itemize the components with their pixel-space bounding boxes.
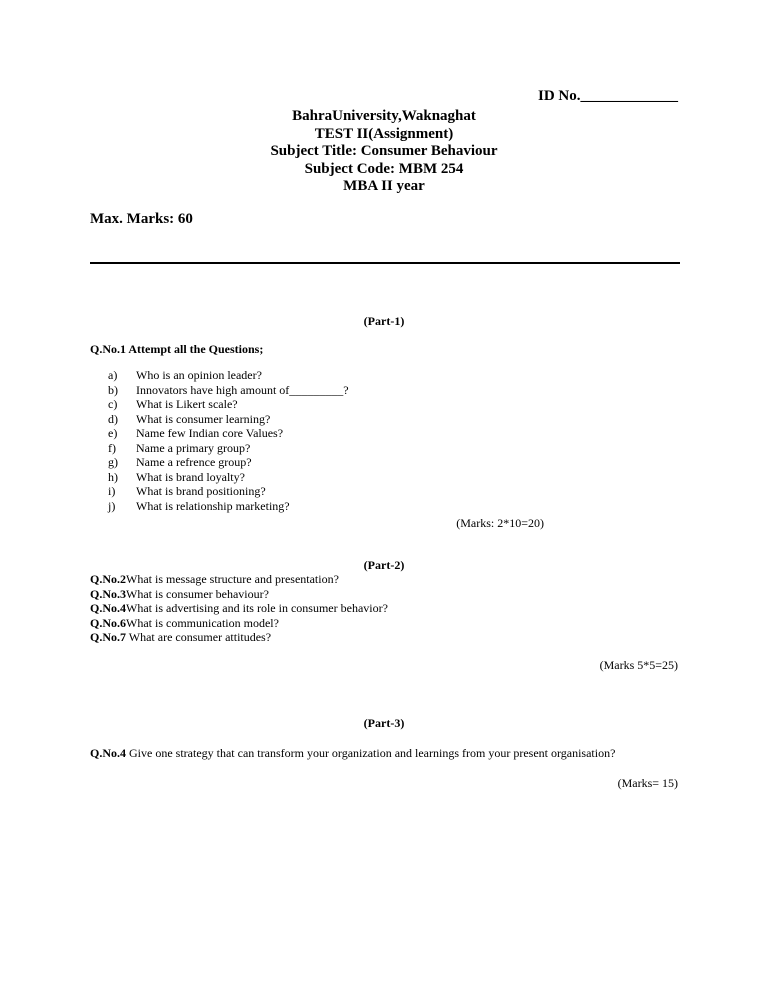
list-item bbox=[108, 397, 349, 412]
item-letter: b) bbox=[108, 382, 118, 397]
program-year: MBA II year bbox=[343, 178, 425, 194]
list-item bbox=[90, 601, 388, 616]
question-text: What are consumer attitudes? bbox=[126, 630, 272, 644]
question-label: Q.No.7 bbox=[90, 630, 126, 644]
item-text: Name a refrence group? bbox=[136, 455, 252, 469]
list-item bbox=[108, 368, 349, 383]
list-item bbox=[108, 426, 349, 441]
question-label: Q.No.3 bbox=[90, 586, 126, 601]
item-letter: f) bbox=[108, 440, 116, 455]
question-text: What is communication model? bbox=[126, 615, 279, 630]
question-text: What is message structure and presentation? bbox=[126, 572, 339, 586]
question-label: Q.No.4 bbox=[90, 746, 126, 760]
part1-question-list bbox=[108, 368, 349, 513]
list-item bbox=[108, 412, 349, 427]
part1-instruction: Q.No.1 Attempt all the Questions; bbox=[90, 342, 264, 356]
item-letter: e) bbox=[108, 426, 118, 440]
list-item bbox=[108, 383, 349, 398]
question-text: Give one strategy that can transform your organization and learnings from your present organisation? bbox=[126, 746, 616, 760]
item-text: Who is an opinion leader? bbox=[136, 368, 262, 382]
list-item bbox=[108, 484, 349, 499]
item-text: What is consumer learning? bbox=[136, 411, 271, 426]
question-text: What is consumer behaviour? bbox=[126, 586, 269, 601]
list-item bbox=[90, 616, 388, 631]
list-item bbox=[108, 441, 349, 456]
part3-heading: (Part-3) bbox=[363, 716, 405, 730]
part2-heading: (Part-2) bbox=[363, 558, 405, 572]
list-item bbox=[90, 572, 388, 587]
item-letter: a) bbox=[108, 368, 118, 382]
part1-marks: (Marks: 2*10=20) bbox=[456, 516, 544, 530]
item-text: Name a primary group? bbox=[136, 440, 251, 455]
item-letter: d) bbox=[108, 411, 118, 426]
item-letter: i) bbox=[108, 484, 116, 498]
item-text: What is Likert scale? bbox=[136, 397, 238, 411]
part3-question bbox=[90, 746, 615, 761]
list-item bbox=[108, 470, 349, 485]
test-title: TEST II(Assignment) bbox=[314, 125, 454, 142]
item-text: What is brand positioning? bbox=[136, 484, 266, 498]
question-label: Q.No.6 bbox=[90, 615, 126, 630]
list-item bbox=[108, 455, 349, 470]
item-text: Name few Indian core Values? bbox=[136, 426, 284, 440]
part1-heading: (Part-1) bbox=[363, 314, 405, 328]
horizontal-rule bbox=[90, 262, 680, 264]
subject-title: Subject Title: Consumer Behaviour bbox=[270, 143, 498, 159]
item-letter: c) bbox=[108, 397, 118, 411]
question-label: Q.No.4 bbox=[90, 601, 126, 615]
university-name: BahraUniversity,Waknaghat bbox=[292, 108, 476, 124]
item-text: Innovators have high amount of_________? bbox=[136, 382, 349, 397]
part2-question-list bbox=[90, 572, 388, 645]
document-header bbox=[0, 108, 768, 196]
item-text: What is relationship marketing? bbox=[136, 498, 290, 513]
item-letter: h) bbox=[108, 469, 118, 484]
part3-marks: (Marks= 15) bbox=[617, 776, 678, 790]
list-item bbox=[90, 630, 388, 645]
item-text: What is brand loyalty? bbox=[136, 469, 245, 484]
question-label: Q.No.2 bbox=[90, 572, 126, 586]
list-item bbox=[108, 499, 349, 514]
question-text: What is advertising and its role in consumer behavior? bbox=[126, 601, 388, 615]
part2-marks: (Marks 5*5=25) bbox=[599, 658, 678, 672]
list-item bbox=[90, 587, 388, 602]
max-marks: Max. Marks: 60 bbox=[90, 211, 193, 227]
subject-code: Subject Code: MBM 254 bbox=[304, 160, 464, 177]
id-number-field: ID No._____________ bbox=[538, 88, 679, 104]
item-letter: g) bbox=[108, 455, 118, 469]
item-letter: j) bbox=[108, 498, 116, 513]
